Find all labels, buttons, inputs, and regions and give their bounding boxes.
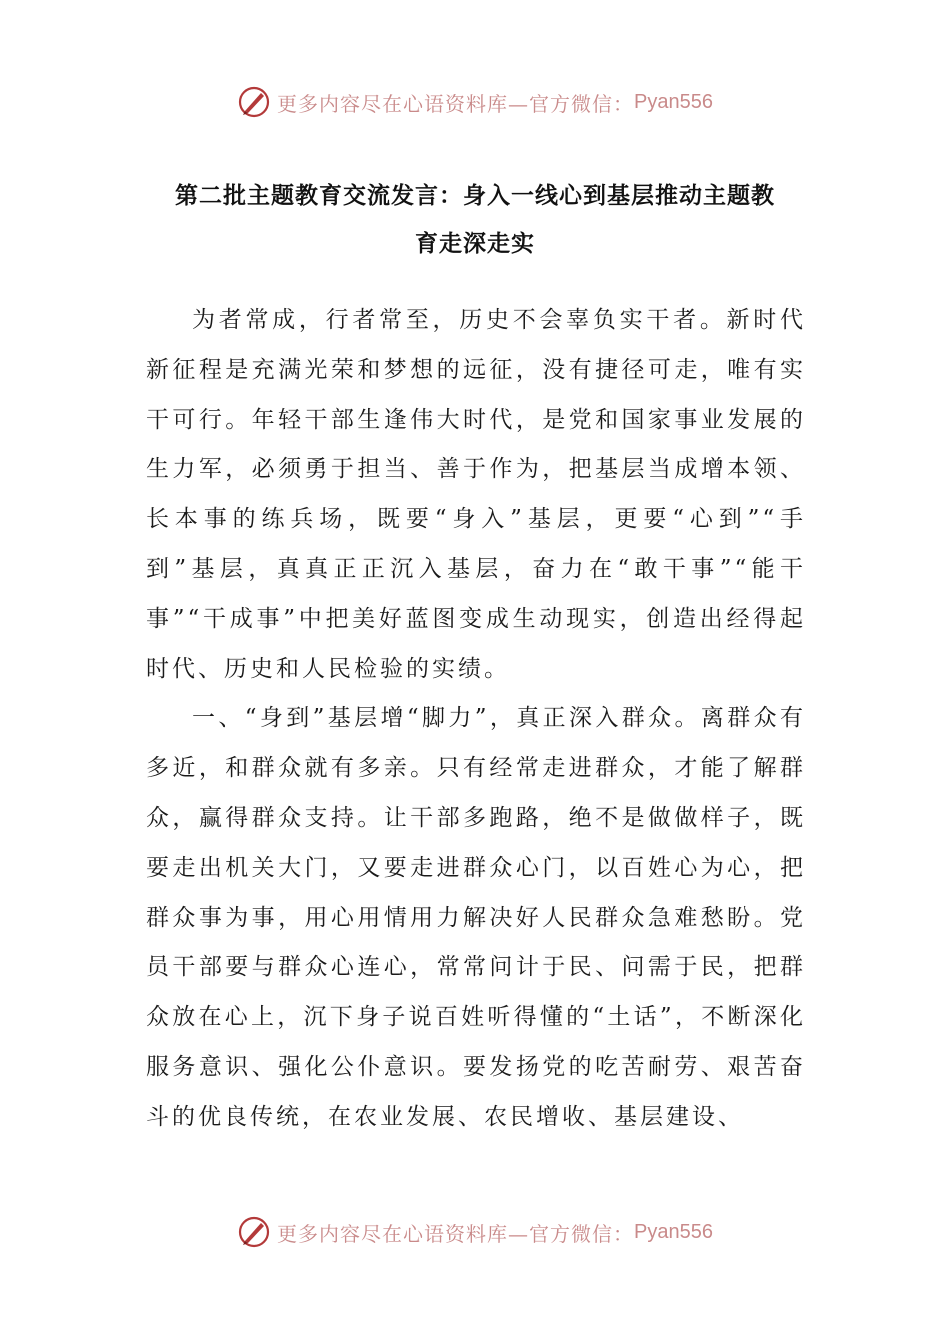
header-watermark	[0, 80, 950, 124]
paragraph-intro: 为者常成，行者常至，历史不会辜负实干者。新时代新征程是充满光荣和梦想的远征，没有捷径可走，唯有实干可行。年轻干部生逢伟大时代，是党和国家事业发展的生力军，必须勇于担当、善于作为，把基层当成增本领、长本事的练兵场，既要“身入”基层，更要“心到”“手到”基层，真真正正沉入基层，奋力在“敢干事”“能干事”“干成事”中把美好蓝图变成生动现实，创造出经得起时代、历史和人民检验的实绩。	[146, 307, 806, 682]
document-body	[146, 296, 806, 1143]
footer-watermark	[0, 1210, 950, 1254]
footer-brand-text: 更多内容尽在心语资料库—官方微信：	[277, 1221, 635, 1246]
title-line-2: 育走深走实	[415, 231, 535, 257]
pen-in-circle-icon	[237, 85, 271, 119]
header-brand-text: 更多内容尽在心语资料库—官方微信：	[277, 91, 635, 116]
header-wechat-id: Pyan556	[634, 90, 713, 113]
document-title	[150, 172, 800, 268]
paragraph-section-one: 一、“身到”基层增“脚力”，真正深入群众。离群众有多近，和群众就有多亲。只有经常走进群众，才能了解群众，赢得群众支持。让干部多跑路，绝不是做做样子，既要走出机关大门，又要走进群众心门，以百姓心为心，把群众事为事，用心用情用力解决好人民群众急难愁盼。党员干部要与群众心连心，常常问计于民、问需于民，把群众放在心上，沉下身子说百姓听得懂的“土话”，不断深化服务意识、强化公仆意识。要发扬党的吃苦耐劳、艰苦奋斗的优良传统，在农业发展、农民增收、基层建设、	[146, 705, 806, 1130]
pen-in-circle-icon	[237, 1215, 271, 1249]
title-line-1: 第二批主题教育交流发言：身入一线心到基层推动主题教	[175, 183, 775, 209]
footer-wechat-id: Pyan556	[634, 1220, 713, 1243]
